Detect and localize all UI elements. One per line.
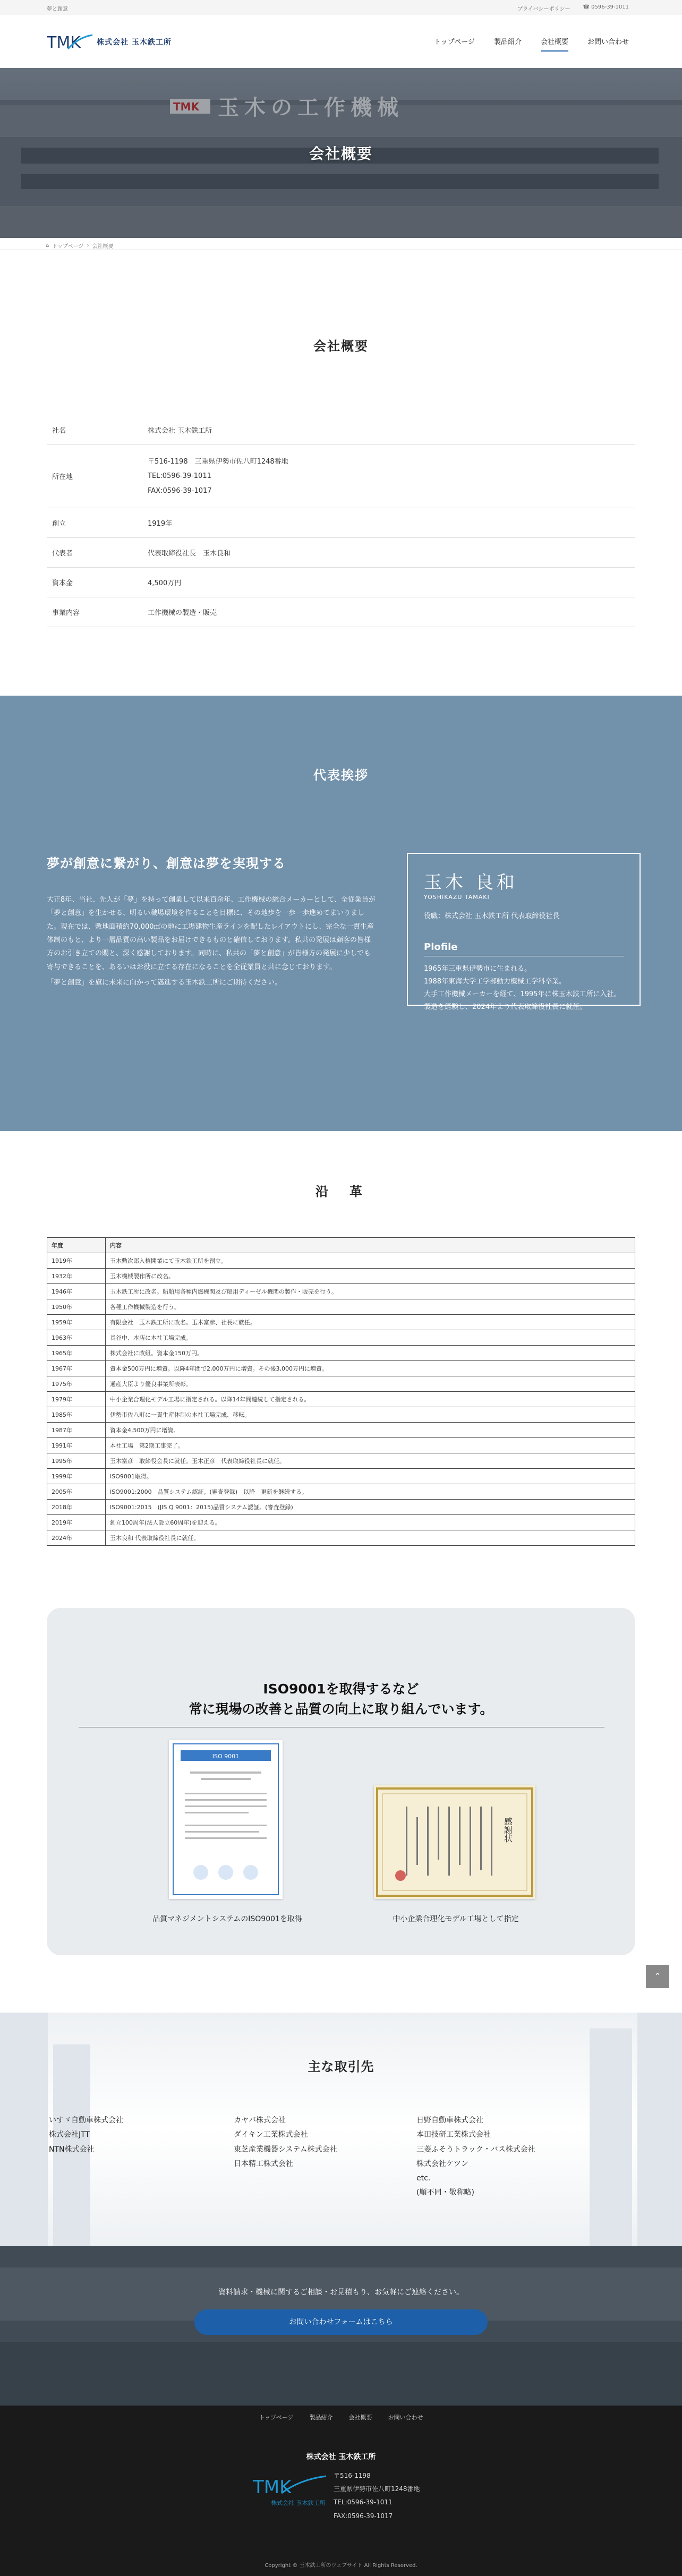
history-year: 1919年: [47, 1253, 106, 1269]
footer-nav-products[interactable]: 製品紹介: [309, 2414, 333, 2421]
footer-logo-sub: 株式会社 玉木鉄工所: [271, 2500, 326, 2506]
greeting-paragraph: 「夢と創意」を旗に未来に向かって邁進する玉木鉄工所にご期待ください。: [47, 979, 282, 987]
main-nav: [434, 36, 629, 52]
history-year: 1967年: [47, 1361, 106, 1376]
address-line: 〒516-1198 三重県伊勢市佐八町1248番地: [148, 458, 288, 466]
chevron-right-icon: ›: [87, 243, 89, 249]
clients-column: [234, 2113, 337, 2171]
table-row: [47, 1315, 635, 1330]
tmk-logo-icon: [47, 33, 93, 51]
row-label: 代表者: [47, 537, 142, 567]
nav-company[interactable]: 会社概要: [541, 36, 568, 52]
col-year: 年度: [47, 1238, 106, 1253]
president-bio: [424, 963, 624, 1014]
breadcrumb-home[interactable]: トップページ: [52, 244, 84, 250]
history-content: ISO9001取得。: [106, 1469, 635, 1484]
logo-text: TMK: [47, 33, 81, 51]
fax-line: FAX:0596-39-1017: [148, 486, 212, 495]
contact-form-button[interactable]: お問い合わせフォームはこちら: [194, 2309, 488, 2335]
table-row: [47, 567, 635, 597]
history-year: 1963年: [47, 1330, 106, 1346]
iso-section: [47, 1608, 635, 1955]
table-row: [47, 1438, 635, 1453]
clients-column: [416, 2113, 535, 2201]
tagline: 夢と創意: [47, 6, 68, 12]
bio-line: 1988年東海大学工学部動力機械工学科卒業。: [424, 978, 566, 986]
table-row: [47, 1515, 635, 1530]
footer-address-line: 三重県伊勢市佐八町1248番地: [334, 2485, 420, 2493]
history-content: 玉木機械製作所に改名。: [106, 1269, 635, 1284]
history-content: 伊勢市佐八町に一貫生産体制の本社工場完成、移転。: [106, 1407, 635, 1423]
row-label: 事業内容: [47, 597, 142, 627]
history-content: 有限会社 玉木鉄工所に改名。玉木富彦、社長に就任。: [106, 1315, 635, 1330]
client-item: いすゞ自動車株式会社: [49, 2116, 123, 2125]
table-row: [47, 1269, 635, 1284]
footer-nav: [0, 2413, 682, 2421]
history-content: 玉木鉄工所に改名。船舶用各種内燃機関及び船用ディーゼル機関の製作・販売を行う。: [106, 1284, 635, 1299]
award-caption: 中小企業合理化モデル工場として指定: [393, 1915, 519, 1923]
client-item: 日本精工株式会社: [234, 2159, 293, 2168]
phone-icon: ☎: [583, 4, 592, 10]
client-item: 本田技研工業株式会社: [416, 2130, 491, 2139]
cert2-heading: 感謝状: [502, 1817, 513, 1843]
table-row: [47, 508, 635, 537]
iso-title-line: 常に現場の改善と品質の向上に取り組んでいます。: [189, 1701, 493, 1717]
history-year: 1991年: [47, 1438, 106, 1453]
table-row: [47, 1500, 635, 1515]
award-certificate-image[interactable]: [374, 1785, 535, 1899]
clients-section: [0, 2013, 682, 2246]
client-item: NTN株式会社: [49, 2145, 95, 2154]
row-value: 代表取締役社長 玉木良和: [142, 537, 635, 567]
site-header: [0, 15, 682, 68]
history-year: 1979年: [47, 1392, 106, 1407]
client-item: 株式会社JTT: [49, 2130, 90, 2139]
hero-banner: [0, 68, 682, 238]
history-content: ISO9001:2000 品質システム認証。(審査登録) 以降 更新を継続する。: [106, 1484, 635, 1500]
col-content: 内容: [106, 1238, 635, 1253]
table-header-row: [47, 1238, 635, 1253]
privacy-link[interactable]: プライバシーポリシー: [517, 6, 570, 12]
table-row: [47, 1423, 635, 1438]
client-item: 東芝産業機器システム株式会社: [234, 2145, 337, 2154]
table-row: [47, 1299, 635, 1315]
chevron-up-icon: ⌃: [654, 1971, 661, 1981]
cta-text: 資料請求・機械に関するご相談・お見積もり、お気軽にご連絡ください。: [218, 2288, 464, 2297]
footer-company: 株式会社 玉木鉄工所: [306, 2453, 376, 2461]
history-year: 1987年: [47, 1423, 106, 1438]
client-item: 日野自動車株式会社: [416, 2116, 483, 2125]
row-value: 4,500万円: [142, 567, 635, 597]
history-year: 1975年: [47, 1376, 106, 1392]
table-row: [47, 1253, 635, 1269]
phone-link[interactable]: [583, 4, 629, 12]
history-year: 1985年: [47, 1407, 106, 1423]
footer-address-line: 〒516-1198: [334, 2472, 371, 2479]
address-cell: [142, 445, 635, 508]
greeting-title: 代表挨拶: [313, 768, 369, 783]
iso-title: [47, 1679, 635, 1719]
footer-address: [334, 2469, 420, 2523]
profile-title: 会社概要: [313, 339, 369, 354]
nav-top[interactable]: トップページ: [434, 38, 475, 46]
history-year: 1965年: [47, 1346, 106, 1361]
history-content: 玉木勲次郎入植開業にて玉木鉄工所を創立。: [106, 1253, 635, 1269]
client-item: 三菱ふそうトラック・バス株式会社: [416, 2145, 535, 2154]
profile-table: [47, 415, 635, 627]
table-row: [47, 1376, 635, 1392]
row-label: 社名: [47, 415, 142, 445]
greeting-body: [47, 893, 376, 989]
row-label: 資本金: [47, 567, 142, 597]
history-content: 株式会社に改組。資本金150万円。: [106, 1346, 635, 1361]
row-value: 工作機械の製造・販売: [142, 597, 635, 627]
table-row: [47, 1407, 635, 1423]
profile-heading: Plofile: [424, 942, 624, 956]
site-logo[interactable]: [47, 33, 172, 51]
history-content: 資本金500万円に増資。以降4年間で2,000万円に増資。その後3,000万円に増資。: [106, 1361, 635, 1376]
footer-logo-icon: [250, 2472, 329, 2509]
tel-line: TEL:0596-39-1011: [148, 472, 211, 481]
history-year: 2018年: [47, 1500, 106, 1515]
table-row: [47, 1469, 635, 1484]
greeting-paragraph: 大正8年、当社、先人が「夢」を持って創業して以来百余年、工作機械の総合メーカーとして、全従業員が「夢と創意」を生かせる、明るい職場環境を作ることを目標に、その地歩を一歩一歩進めてまいりました。現在では、敷地面積約70,000㎡の地に工場建物生産ラインを配したレイアウトにし、完全な一貫生産体制のもと、より一層品質の高い製品をお届けできるものと確信しております。私共の発展は顧客の皆様方のお引き立ての賜と、深く感謝しております。同時に、私共の「夢と創意」が皆様方の発展に少しでも寄与できることを、あるいはお役に立てる存在になることを全従業員と共に念じております。: [47, 896, 376, 971]
iso-certificate-image[interactable]: [169, 1740, 283, 1899]
table-row: [47, 1392, 635, 1407]
history-year: 1995年: [47, 1453, 106, 1469]
table-row: [47, 1361, 635, 1376]
table-row: [47, 537, 635, 567]
clients-etc: etc.: [416, 2174, 431, 2183]
history-year: 2024年: [47, 1530, 106, 1546]
history-table: [47, 1237, 635, 1546]
history-content: ISO9001:2015 (JIS Q 9001：2015)品質システム認証。(審査登録): [106, 1500, 635, 1515]
history-year: 1946年: [47, 1284, 106, 1299]
home-icon: ⌂: [46, 243, 49, 249]
history-year: 2019年: [47, 1515, 106, 1530]
bio-line: 1965年三重県伊勢市に生まれる。: [424, 965, 532, 973]
greeting-section: [0, 696, 682, 1131]
history-content: 玉木富彦 取締役会長に就任。玉木正彦 代表取締役社長に就任。: [106, 1453, 635, 1469]
site-footer: [0, 2406, 682, 2576]
history-content: 創立100周年(法人設立60周年)を迎える。: [106, 1515, 635, 1530]
cert1-heading: ISO 9001: [212, 1753, 240, 1760]
table-row: [47, 597, 635, 627]
back-to-top-button[interactable]: [646, 1965, 669, 1988]
history-year: 2005年: [47, 1484, 106, 1500]
table-row: [47, 1284, 635, 1299]
phone-number: 0596-39-1011: [591, 4, 629, 10]
history-content: 資本金4,500万円に増資。: [106, 1423, 635, 1438]
history-content: 玉木良和 代表取締役社長に就任。: [106, 1530, 635, 1546]
iso-caption: 品質マネジメントシステムのISO9001を取得: [152, 1915, 302, 1923]
president-name-en: YOSHIKAZU TAMAKI: [424, 894, 490, 901]
table-row: [47, 1453, 635, 1469]
history-content: 長谷中、本店に本社工場完成。: [106, 1330, 635, 1346]
row-label: 所在地: [47, 445, 142, 508]
nav-products[interactable]: 製品紹介: [493, 38, 522, 46]
table-row: [47, 445, 635, 508]
breadcrumb-current: 会社概要: [92, 244, 114, 250]
bio-line: 大手工作機械メーカーを経て、1995年に株玉木鉄工所に入社。製造を経験し、2024年より代表取締役社長に就任。: [424, 990, 621, 1012]
history-year: 1950年: [47, 1299, 106, 1315]
copyright: Copyright © 玉木鉄工所のウェブサイト All Rights Reserved.: [265, 2563, 417, 2569]
history-content: 通産大臣より優良事業所表彰。: [106, 1376, 635, 1392]
table-row: [47, 1346, 635, 1361]
history-content: 本社工場 第2期工事完了。: [106, 1438, 635, 1453]
row-value: 1919年: [142, 508, 635, 537]
footer-nav-contact[interactable]: お問い合わせ: [388, 2414, 423, 2421]
history-year: 1999年: [47, 1469, 106, 1484]
clients-note: (順不同・敬称略): [416, 2188, 474, 2197]
history-year: 1932年: [47, 1269, 106, 1284]
president-position: 役職：株式会社 玉木鉄工所 代表取締役社長: [424, 912, 560, 920]
history-content: 中小企業合理化モデル工場に指定される。以降14年間連続して指定される。: [106, 1392, 635, 1407]
nav-contact[interactable]: お問い合わせ: [587, 38, 629, 46]
clients-column: [49, 2113, 123, 2157]
page-title: 会社概要: [309, 145, 373, 162]
client-item: 株式会社ケツン: [416, 2159, 468, 2168]
breadcrumb: [46, 242, 113, 250]
footer-nav-top[interactable]: トップページ: [259, 2414, 294, 2421]
president-name: 玉木 良和: [424, 872, 518, 893]
footer-address-line: TEL:0596-39-1011: [334, 2498, 393, 2506]
greeting-heading: 夢が創意に繋がり、創意は夢を実現する: [47, 856, 286, 871]
row-value: 株式会社 玉木鉄工所: [142, 415, 635, 445]
history-title: 沿 革: [316, 1184, 366, 1199]
cta-section: [0, 2246, 682, 2406]
footer-nav-company[interactable]: 会社概要: [348, 2414, 372, 2421]
client-item: ダイキン工業株式会社: [234, 2130, 308, 2139]
row-label: 創立: [47, 508, 142, 537]
top-bar: [0, 0, 682, 15]
table-row: [47, 1484, 635, 1500]
iso-title-line: ISO9001を取得するなど: [263, 1681, 419, 1697]
company-name: 株式会社 玉木鉄工所: [97, 38, 172, 47]
table-row: [47, 1530, 635, 1546]
client-item: カヤバ株式会社: [234, 2116, 286, 2125]
history-year: 1959年: [47, 1315, 106, 1330]
table-row: [47, 1330, 635, 1346]
history-content: 各種工作機械製造を行う。: [106, 1299, 635, 1315]
footer-logo-text: TMK: [253, 2477, 292, 2498]
table-row: [47, 415, 635, 445]
footer-address-line: FAX:0596-39-1017: [334, 2512, 393, 2520]
history-rows: [47, 1253, 635, 1546]
clients-title: 主な取引先: [308, 2059, 374, 2074]
president-card: [407, 853, 641, 1012]
